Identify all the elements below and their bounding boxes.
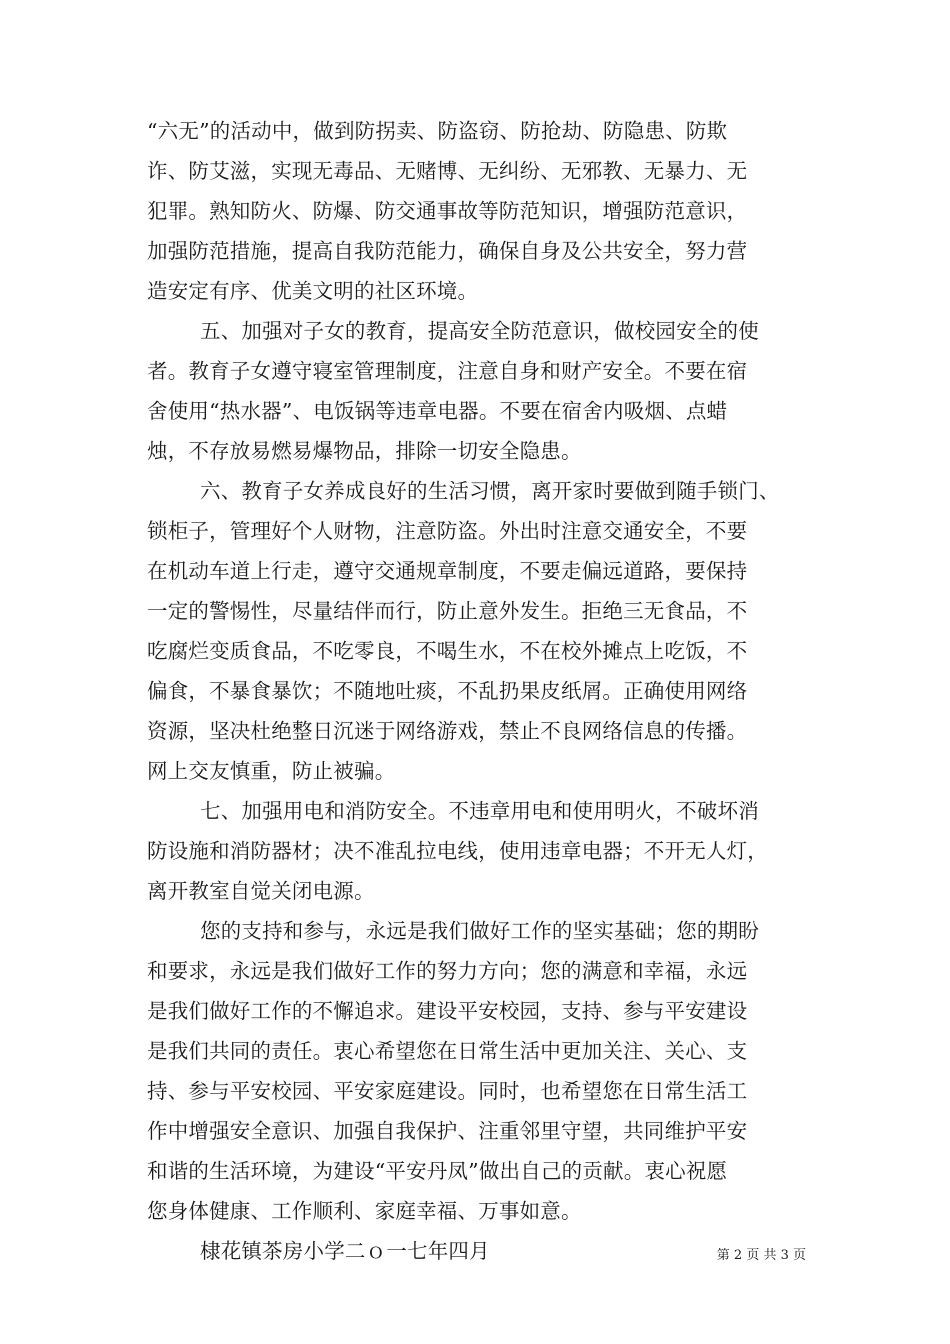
signature-line: 棣花镇茶房小学二ｏ一七年四月 bbox=[200, 1239, 490, 1263]
text-line: 网上交友慎重，防止被骗。 bbox=[147, 759, 396, 783]
text-line: 和谐的生活环境，为建设“平安丹凤”做出自己的贡献。衷心祝愿 bbox=[147, 1159, 728, 1183]
text-line: 作中增强安全意识、加强自我保护、注重邻里守望，共同维护平安 bbox=[147, 1119, 748, 1143]
paragraph-start-line: 五、加强对子女的教育，提高安全防范意识，做校园安全的使 bbox=[200, 319, 759, 343]
text-line: 锁柜子，管理好个人财物，注意防盗。外出时注意交通安全，不要 bbox=[147, 519, 748, 543]
text-line: 加强防范措施，提高自我防范能力，确保自身及公共安全，努力营 bbox=[147, 239, 748, 263]
text-line: 防设施和消防器材；决不准乱拉电线，使用违章电器；不开无人灯， bbox=[147, 839, 768, 863]
paragraph-start-line: 六、教育子女养成良好的生活习惯，离开家时要做到随手锁门、 bbox=[200, 479, 780, 503]
text-line: 舍使用“热水器”、电饭锅等违章电器。不要在宿舍内吸烟、点蜡 bbox=[147, 399, 728, 423]
text-line: 在机动车道上行走，遵守交通规章制度，不要走偏远道路，要保持 bbox=[147, 559, 748, 583]
text-line: 犯罪。熟知防火、防爆、防交通事故等防范知识，增强防范意识， bbox=[147, 199, 748, 223]
text-line: 吃腐烂变质食品，不吃零良，不喝生水，不在校外摊点上吃饭，不 bbox=[147, 639, 748, 663]
text-line: 偏食，不暴食暴饮；不随地吐痰，不乱扔果皮纸屑。正确使用网络 bbox=[147, 679, 748, 703]
text-line: 造安定有序、优美文明的社区环境。 bbox=[147, 279, 479, 303]
text-line: “六无”的活动中，做到防拐卖、防盗窃、防抢劫、防隐患、防欺 bbox=[147, 119, 728, 143]
text-line: 您身体健康、工作顺利、家庭幸福、万事如意。 bbox=[147, 1199, 582, 1223]
text-line: 诈、防艾滋，实现无毒品、无赌博、无纠纷、无邪教、无暴力、无 bbox=[147, 159, 748, 183]
page-number-footer: 第 2 页 共 3 页 bbox=[716, 1248, 806, 1263]
text-line: 是我们共同的责任。衷心希望您在日常生活中更加关注、关心、支 bbox=[147, 1039, 748, 1063]
text-line: 一定的警惕性，尽量结伴而行，防止意外发生。拒绝三无食品，不 bbox=[147, 599, 748, 623]
text-line: 者。教育子女遵守寝室管理制度，注意自身和财产安全。不要在宿 bbox=[147, 359, 748, 383]
paragraph-start-line: 您的支持和参与，永远是我们做好工作的坚实基础；您的期盼 bbox=[200, 919, 759, 943]
text-line: 离开教室自觉关闭电源。 bbox=[147, 879, 375, 903]
text-line: 和要求，永远是我们做好工作的努力方向；您的满意和幸福，永远 bbox=[147, 959, 748, 983]
text-line: 烛，不存放易燃易爆物品，排除一切安全隐患。 bbox=[147, 439, 582, 463]
paragraph-start-line: 七、加强用电和消防安全。不违章用电和使用明火，不破坏消 bbox=[200, 799, 759, 823]
text-line: 是我们做好工作的不懈追求。建设平安校园，支持、参与平安建设 bbox=[147, 999, 748, 1023]
text-line: 持、参与平安校园、平安家庭建设。同时，也希望您在日常生活工 bbox=[147, 1079, 748, 1103]
text-line: 资源，坚决杜绝整日沉迷于网络游戏，禁止不良网络信息的传播。 bbox=[147, 719, 748, 743]
